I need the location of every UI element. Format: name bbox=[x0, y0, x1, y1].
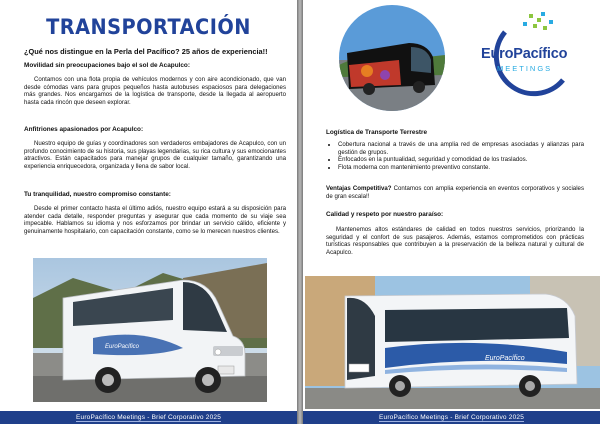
bus-logo-text: EuroPacífico bbox=[485, 355, 525, 362]
section-heading-anfitriones: Anfitriones apasionados por Acapulco: bbox=[24, 126, 144, 133]
logistics-bullet: • Cobertura nacional a través de una amplia red de empresas asociadas y alianzas para gestión de grupos. bbox=[338, 141, 584, 156]
bus-round-illustration bbox=[339, 5, 445, 111]
logistics-bullet: • Flota moderna con mantenimiento preventivo constante. bbox=[338, 164, 584, 172]
section-body-anfitriones: Nuestro equipo de guías y coordinadores son verdaderos embajadores de Acapulco, con un profundo conocimiento de su historia, sus playas legendarias, su rica cultura y sus emocionantes atractivos. Están capacitados para manejar grupos de cualquier tamaño, garantizando una experiencia enriquecedora, organizada y llena de sabor local. bbox=[24, 140, 286, 170]
advantage-paragraph bbox=[326, 185, 584, 200]
bus-illustration bbox=[305, 276, 600, 409]
bus-round-photo bbox=[339, 5, 445, 111]
logistics-bullet: • Enfocados en la puntualidad, seguridad y comodidad de los traslados. bbox=[338, 156, 584, 164]
footer-text: EuroPacífico Meetings - Brief Corporativo 2025 bbox=[75, 414, 222, 421]
page-title: TRANSPORTACIÓN bbox=[46, 15, 251, 39]
logistics-list bbox=[329, 141, 584, 171]
bus-photo bbox=[305, 276, 600, 409]
right-page bbox=[303, 0, 600, 424]
van-photo bbox=[33, 258, 267, 402]
footer-text: EuroPacífico Meetings - Brief Corporativo 2025 bbox=[378, 414, 525, 421]
section-heading-movilidad: Movilidad sin preocupaciones bajo el sol de Acapulco: bbox=[24, 62, 190, 69]
left-page bbox=[0, 0, 297, 424]
van-illustration bbox=[33, 258, 267, 402]
logo-tagline: MEETINGS bbox=[497, 64, 553, 73]
van-logo-text: EuroPacífico bbox=[105, 344, 140, 350]
intro-question: ¿Qué nos distingue en la Perla del Pacífico? 25 años de experiencia!! bbox=[24, 47, 268, 56]
section-heading-tranquilidad: Tu tranquilidad, nuestro compromiso constante: bbox=[24, 191, 171, 198]
advantage-body: Contamos con amplia experiencia en eventos corporativos y sociales de gran escala!! bbox=[326, 185, 584, 200]
footer bbox=[303, 411, 600, 424]
logistics-heading: Logística de Transporte Terrestre bbox=[326, 129, 428, 136]
logo-name: EuroPacífico bbox=[481, 46, 568, 62]
section-body-movilidad: Contamos con una flota propia de vehículos modernos y con aire acondicionado, que van desde cómodas vans para grupos pequeños hasta autobuses espaciosos para delegaciones más grandes. Nos encargamos de la logística de transporte, desde la llegada al aeropuerto hasta cada rincón que deseen explorar. bbox=[24, 76, 286, 106]
advantage-heading: Ventajas Competitiva? bbox=[326, 185, 392, 192]
section-body-tranquilidad: Desde el primer contacto hasta el último adiós, nuestro equipo estará a su disposición para atender cada detalle, responder preguntas y asegurar que cada momento de su viaje sea impecable. Hablamos su idioma y nos esforzamos por brindar un servicio cálido, eficiente y genuinamente hospitalario, con capacitación constante, como se lo merecen nuestros clientes. bbox=[24, 205, 286, 235]
quality-body: Mantenemos altos estándares de calidad en todos nuestros servicios, priorizando la seguridad y el confort de sus pasajeros. Además, estamos comprometidos con prácticas turísticas responsables que contribuyen a la preservación de la belleza natural y cultural de Acapulco. bbox=[326, 226, 584, 256]
footer bbox=[0, 411, 297, 424]
europacifico-logo bbox=[465, 12, 585, 102]
quality-heading: Calidad y respeto por nuestro paraíso: bbox=[326, 211, 444, 218]
